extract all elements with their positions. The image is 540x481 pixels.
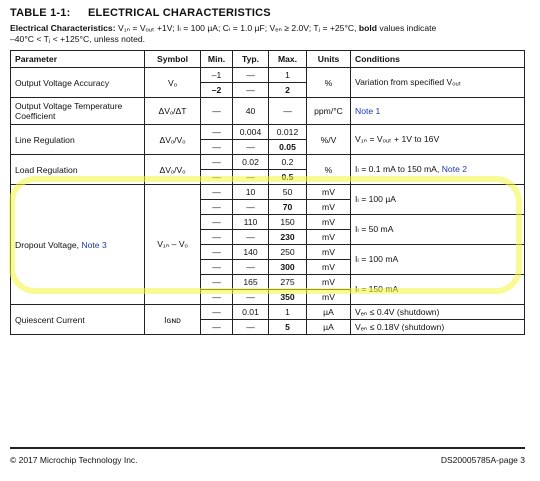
min-cell: — [201, 185, 233, 200]
typ-cell: 165 [233, 275, 269, 290]
min-cell: — [201, 290, 233, 305]
units-cell: mV [307, 230, 351, 245]
max-cell: 0.05 [269, 140, 307, 155]
symbol-cell: V₁ₙ – Vₒ [145, 185, 201, 305]
cond-cell: Variation from specified Vₒᵤₜ [351, 68, 525, 98]
min-cell: — [201, 155, 233, 170]
typ-cell: — [233, 140, 269, 155]
min-cell: –2 [201, 83, 233, 98]
max-cell: 250 [269, 245, 307, 260]
max-cell: 70 [269, 200, 307, 215]
cond-cell: Iₗ = 100 µA [351, 185, 525, 215]
test-conditions [10, 23, 530, 45]
typ-cell: 140 [233, 245, 269, 260]
electrical-characteristics-table [10, 50, 525, 335]
header-max: Max. [269, 51, 307, 68]
typ-cell: — [233, 260, 269, 275]
min-cell: — [201, 98, 233, 125]
conditions-label: Electrical Characteristics: [10, 23, 116, 33]
min-cell: — [201, 215, 233, 230]
symbol-cell: ΔVₒ/Vₒ [145, 155, 201, 185]
conditions-bold-word: bold [358, 23, 378, 33]
header-min: Min. [201, 51, 233, 68]
typ-cell: — [233, 170, 269, 185]
symbol-cell: Vₒ [145, 68, 201, 98]
typ-cell: — [233, 200, 269, 215]
min-cell: — [201, 245, 233, 260]
param-cell: Load Regulation [11, 155, 145, 185]
table-row [11, 185, 525, 200]
units-cell: µA [307, 305, 351, 320]
min-cell: — [201, 320, 233, 335]
min-cell: — [201, 125, 233, 140]
typ-cell: 10 [233, 185, 269, 200]
min-cell: — [201, 170, 233, 185]
table-number: TABLE 1-1: [10, 7, 71, 19]
cond-cell: Vₑₙ ≤ 0.4V (shutdown) [351, 305, 525, 320]
units-cell: %/V [307, 125, 351, 155]
typ-cell: 0.01 [233, 305, 269, 320]
min-cell: — [201, 275, 233, 290]
max-cell: 350 [269, 290, 307, 305]
typ-cell: 110 [233, 215, 269, 230]
param-cell: Line Regulation [11, 125, 145, 155]
max-cell: 50 [269, 185, 307, 200]
note-3-link[interactable]: Note 3 [81, 239, 107, 250]
table-row [11, 98, 525, 125]
header-conditions: Conditions [351, 51, 525, 68]
header-symbol: Symbol [145, 51, 201, 68]
units-cell: µA [307, 320, 351, 335]
max-cell: — [269, 98, 307, 125]
min-cell: — [201, 140, 233, 155]
max-cell: 0.5 [269, 170, 307, 185]
typ-cell: — [233, 320, 269, 335]
units-cell: mV [307, 215, 351, 230]
table-title-text: ELECTRICAL CHARACTERISTICS [88, 7, 271, 19]
header-row [11, 51, 525, 68]
typ-cell: 40 [233, 98, 269, 125]
cond-cell: Iₗ = 50 mA [351, 215, 525, 245]
max-cell: 1 [269, 305, 307, 320]
units-cell: mV [307, 275, 351, 290]
units-cell: mV [307, 200, 351, 215]
max-cell: 150 [269, 215, 307, 230]
table-row [11, 125, 525, 140]
units-cell: % [307, 155, 351, 185]
units-cell: mV [307, 290, 351, 305]
max-cell: 0.2 [269, 155, 307, 170]
cond-cell: V₁ₙ = Vₒᵤₜ + 1V to 16V [351, 125, 525, 155]
max-cell: 2 [269, 83, 307, 98]
max-cell: 300 [269, 260, 307, 275]
param-cell [11, 185, 145, 305]
units-cell: mV [307, 245, 351, 260]
max-cell: 0.012 [269, 125, 307, 140]
cond-cell [351, 155, 525, 185]
symbol-cell: Iɢɴᴅ [145, 305, 201, 335]
min-cell: –1 [201, 68, 233, 83]
cond-cell: Vₑₙ ≤ 0.18V (shutdown) [351, 320, 525, 335]
max-cell: 1 [269, 68, 307, 83]
symbol-cell: ΔVₒ/Vₒ [145, 125, 201, 155]
units-cell: % [307, 68, 351, 98]
cond-text: Iₗ = 0.1 mA to 150 mA, [355, 164, 442, 174]
min-cell: — [201, 260, 233, 275]
param-cell: Quiescent Current [11, 305, 145, 335]
conditions-line1-tail: values indicate [377, 23, 437, 33]
cond-cell: Iₗ = 150 mA [351, 275, 525, 305]
param-cell: Output Voltage Accuracy [11, 68, 145, 98]
param-text: Dropout Voltage, [15, 239, 82, 250]
header-parameter: Parameter [11, 51, 145, 68]
table-row [11, 305, 525, 320]
max-cell: 230 [269, 230, 307, 245]
footer-copyright: © 2017 Microchip Technology Inc. [10, 455, 138, 465]
param-cell: Output Voltage Temperature Coefficient [11, 98, 145, 125]
cond-cell: Iₗ = 100 mA [351, 245, 525, 275]
note-2-link[interactable]: Note 2 [441, 164, 468, 174]
typ-cell: — [233, 68, 269, 83]
typ-cell: 0.004 [233, 125, 269, 140]
typ-cell: — [233, 83, 269, 98]
min-cell: — [201, 230, 233, 245]
symbol-cell: ΔVₒ/ΔT [145, 98, 201, 125]
conditions-line1: V₁ₙ = Vₒᵤₜ +1V; Iₗ = 100 µA; Cₗ = 1.0 µF; Vₑₙ ≥ 2.0V; Tⱼ = +25°C, [117, 23, 359, 33]
units-cell: mV [307, 260, 351, 275]
min-cell: — [201, 305, 233, 320]
table-row [11, 155, 525, 170]
typ-cell: 0.02 [233, 155, 269, 170]
units-cell: mV [307, 185, 351, 200]
min-cell: — [201, 200, 233, 215]
typ-cell: — [233, 290, 269, 305]
typ-cell: — [233, 230, 269, 245]
table-row [11, 68, 525, 83]
max-cell: 5 [269, 320, 307, 335]
header-typ: Typ. [233, 51, 269, 68]
max-cell: 275 [269, 275, 307, 290]
header-units: Units [307, 51, 351, 68]
footer-page-number: DS20005785A-page 3 [440, 455, 525, 465]
footer-divider [10, 447, 525, 449]
table-title [10, 7, 271, 19]
note-1-link[interactable]: Note 1 [351, 98, 525, 125]
units-cell: ppm/°C [307, 98, 351, 125]
conditions-line2: –40°C < Tⱼ < +125°C, unless noted. [10, 34, 146, 44]
